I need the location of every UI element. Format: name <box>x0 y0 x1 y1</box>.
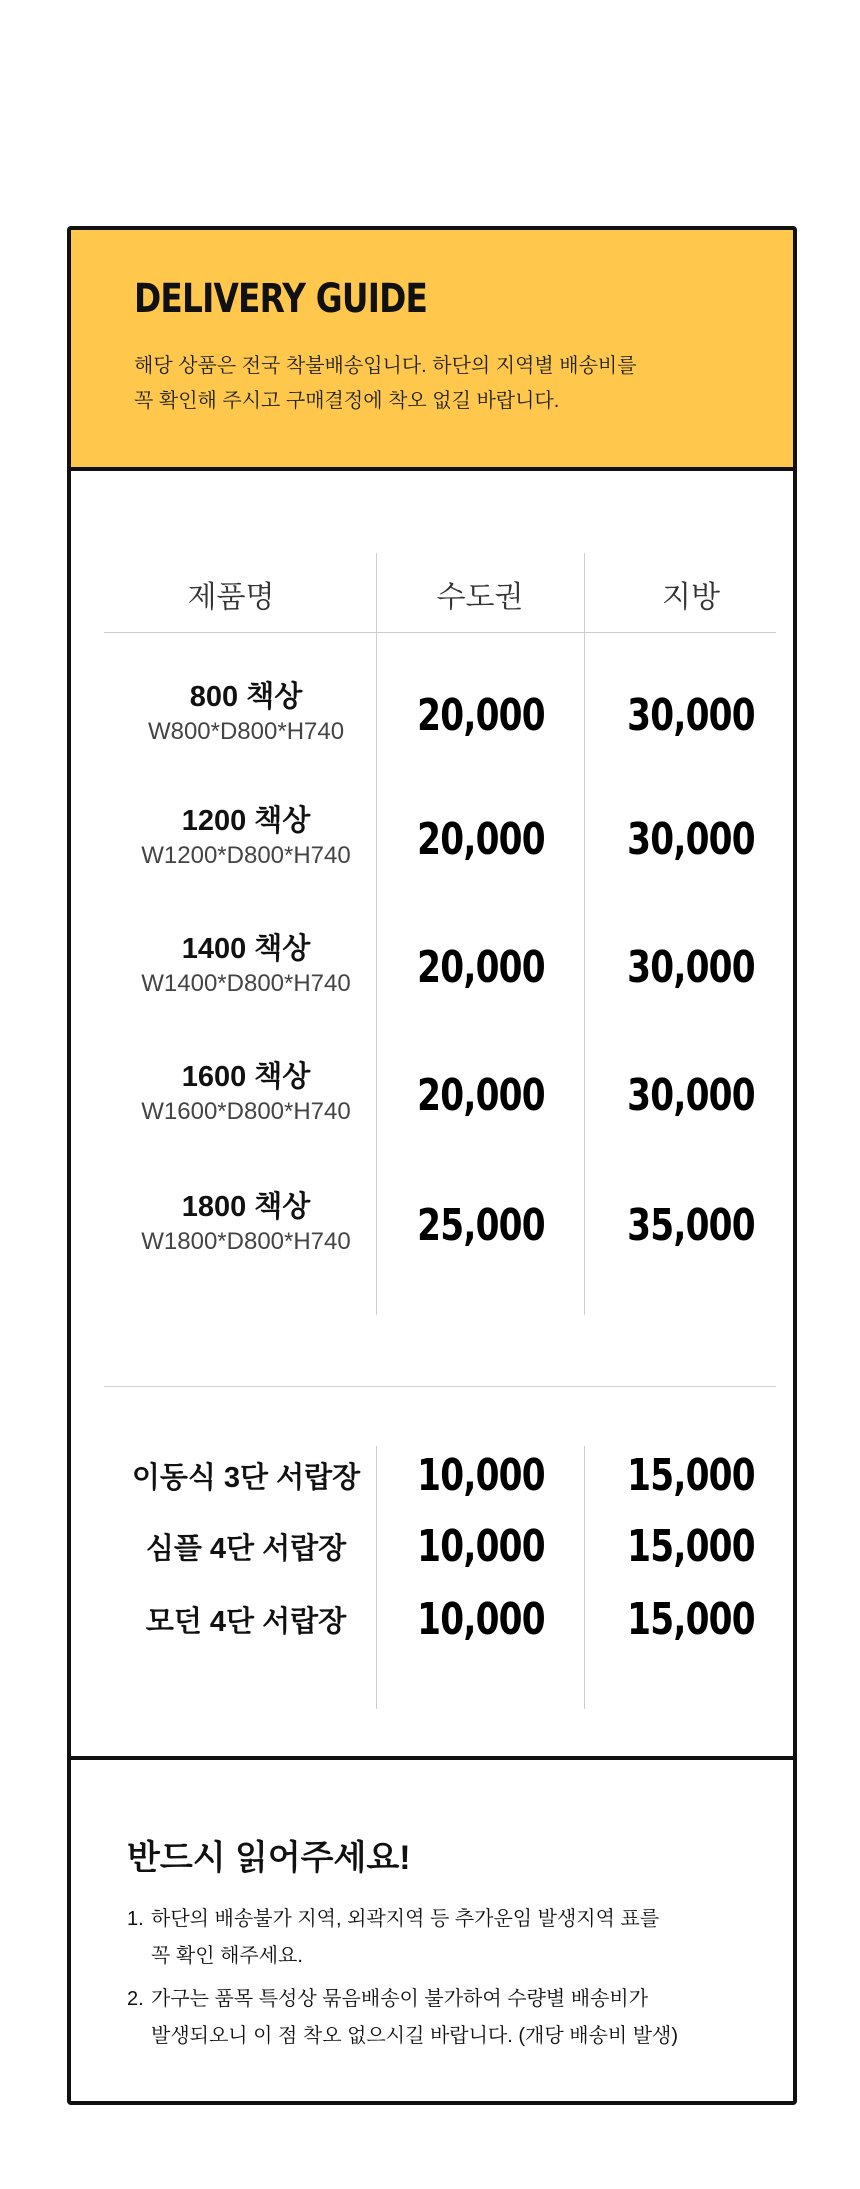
product-dimensions: W1200*D800*H740 <box>141 842 351 869</box>
metro-price: 25,000 <box>417 1200 545 1251</box>
product-name: 1600 책상 <box>181 1061 311 1093</box>
list-text <box>151 1981 678 2055</box>
local-price: 30,000 <box>627 690 755 741</box>
local-price: 15,000 <box>627 1521 755 1572</box>
section-divider <box>104 1386 776 1387</box>
local-price: 30,000 <box>627 1070 755 1121</box>
list-number: 1. <box>127 1908 144 1930</box>
local-price: 30,000 <box>627 814 755 865</box>
delivery-guide-title: DELIVERY GUIDE <box>134 276 428 322</box>
metro-price: 10,000 <box>417 1594 545 1645</box>
notice-divider <box>67 1756 797 1760</box>
metro-price: 20,000 <box>417 942 545 993</box>
metro-price: 20,000 <box>417 690 545 741</box>
description-line-2: 꼭 확인해 주시고 구매결정에 착오 없길 바랍니다. <box>134 390 560 412</box>
product-dimensions: W1600*D800*H740 <box>141 1098 351 1125</box>
notice-list <box>127 1901 767 2061</box>
metro-price: 20,000 <box>417 814 545 865</box>
local-price: 30,000 <box>627 942 755 993</box>
product-dimensions: W1800*D800*H740 <box>141 1228 351 1255</box>
local-price: 15,000 <box>627 1594 755 1645</box>
product-name: 심플 4단 서랍장 <box>145 1533 347 1565</box>
column-header-local: 지방 <box>662 581 720 614</box>
delivery-guide-header <box>71 230 793 471</box>
column-header-metro: 수도권 <box>436 581 524 614</box>
product-name: 800 책상 <box>189 681 303 713</box>
list-line: 하단의 배송불가 지역, 외곽지역 등 추가운임 발생지역 표를 <box>151 1908 660 1930</box>
delivery-guide-card <box>67 226 797 2105</box>
list-text <box>151 1901 659 1975</box>
header-divider <box>104 632 776 633</box>
list-line: 발생되오니 이 점 착오 없으시길 바랍니다. (개당 배송비 발생) <box>151 2025 679 2047</box>
list-line: 가구는 품목 특성상 묶음배송이 불가하여 수량별 배송비가 <box>151 1988 649 2010</box>
product-dimensions: W800*D800*H740 <box>147 718 345 745</box>
product-dimensions: W1400*D800*H740 <box>141 970 351 997</box>
product-name: 1200 책상 <box>181 805 311 837</box>
delivery-guide-description <box>134 349 734 419</box>
column-header-product: 제품명 <box>187 581 275 614</box>
list-item <box>127 1981 767 2055</box>
list-number: 2. <box>127 1988 144 2010</box>
notice-title: 반드시 읽어주세요! <box>127 1839 411 1877</box>
metro-price: 10,000 <box>417 1521 545 1572</box>
column-divider <box>584 553 585 1315</box>
description-line-1: 해당 상품은 전국 착불배송입니다. 하단의 지역별 배송비를 <box>134 355 637 377</box>
list-line: 꼭 확인 해주세요. <box>151 1945 303 1967</box>
product-name: 이동식 3단 서랍장 <box>131 1462 361 1494</box>
list-item <box>127 1901 767 1975</box>
product-name: 1400 책상 <box>181 933 311 965</box>
column-divider <box>584 1446 585 1709</box>
metro-price: 10,000 <box>417 1450 545 1501</box>
local-price: 15,000 <box>627 1450 755 1501</box>
product-name: 1800 책상 <box>181 1191 311 1223</box>
local-price: 35,000 <box>627 1200 755 1251</box>
product-name: 모던 4단 서랍장 <box>145 1606 347 1638</box>
metro-price: 20,000 <box>417 1070 545 1121</box>
